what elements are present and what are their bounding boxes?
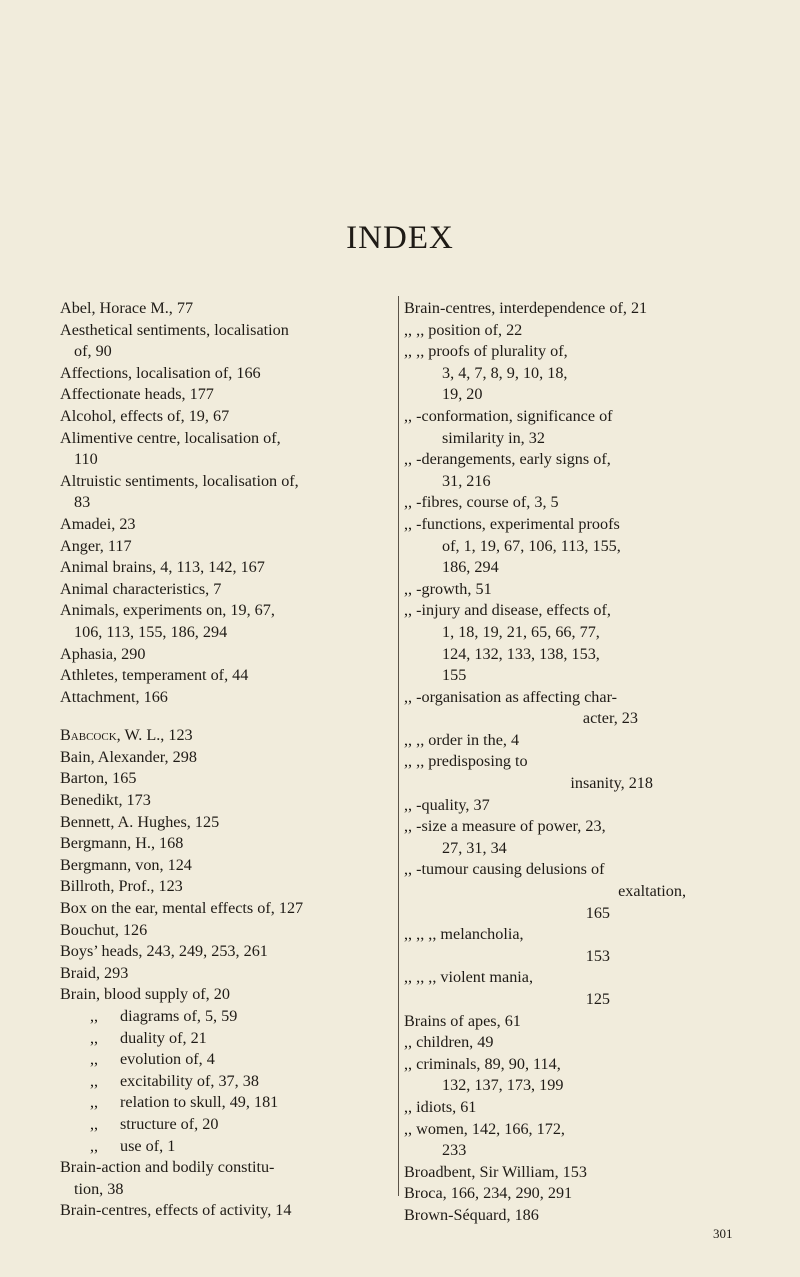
index-subentry: ,, -fibres, course of, 3, 5 xyxy=(404,493,559,512)
index-entry-continuation: 19, 20 xyxy=(442,385,483,404)
index-entry: Abel, Horace M., 77 xyxy=(60,299,194,317)
index-entry: Braid, 293 xyxy=(60,963,129,982)
index-subentry xyxy=(60,1071,394,1093)
index-subentry: ,, ,, proofs of plurality of, xyxy=(404,342,568,361)
index-entry-continuation: 106, 113, 155, 186, 294 xyxy=(74,622,228,641)
index-subentry: ,, -tumour causing delusions of xyxy=(404,860,605,879)
index-subentry: ,, ,, position of, 22 xyxy=(404,320,523,339)
index-entry: Box on the ear, mental effects of, 127 xyxy=(60,899,304,918)
ditto-mark: ,, xyxy=(90,1093,99,1112)
ditto-mark: ,, xyxy=(90,1028,99,1047)
ditto-mark: ,, xyxy=(90,1114,99,1133)
index-entry-continuation: 233 xyxy=(442,1141,467,1160)
index-subentry: ,, -functions, experimental proofs xyxy=(404,514,620,533)
index-entry: Brain-action and bodily constitu- xyxy=(60,1158,275,1177)
index-entry: Aphasia, 290 xyxy=(60,644,146,663)
index-entry: Bergmann, H., 168 xyxy=(60,834,184,853)
index-subentry: ,, idiots, 61 xyxy=(404,1097,477,1116)
index-entry: Attachment, 166 xyxy=(60,687,168,706)
index-entry-continuation: insanity, 218 xyxy=(570,774,653,793)
index-entry: Benedikt, 173 xyxy=(60,791,151,810)
ditto-mark: ,, xyxy=(90,1071,99,1090)
index-entry: Aesthetical sentiments, localisation xyxy=(60,320,289,339)
subentry-text: relation to skull, 49, 181 xyxy=(120,1093,279,1112)
subentry-text: evolution of, 4 xyxy=(120,1050,215,1069)
index-entry-continuation: 27, 31, 34 xyxy=(442,838,507,857)
index-subentry: ,, -quality, 37 xyxy=(404,795,490,814)
index-column-left xyxy=(60,298,394,1222)
index-entry: Brains of apes, 61 xyxy=(404,1011,521,1030)
index-subentry xyxy=(60,1006,394,1028)
index-entry: Brown-Séquard, 186 xyxy=(404,1205,539,1224)
index-entry-continuation: similarity in, 32 xyxy=(442,428,545,447)
index-entry: Brain, blood supply of, 20 xyxy=(60,985,230,1004)
index-subentry: ,, ,, order in the, 4 xyxy=(404,730,520,749)
index-subentry: ,, -size a measure of power, 23, xyxy=(404,817,606,836)
index-entry: Athletes, temperament of, 44 xyxy=(60,666,249,685)
index-entry-continuation: 31, 216 xyxy=(442,471,491,490)
subentry-text: use of, 1 xyxy=(120,1136,176,1155)
index-entry-continuation: 165 xyxy=(585,903,610,922)
index-subentry: ,, -derangements, early signs of, xyxy=(404,450,611,469)
index-entry-continuation: 110 xyxy=(74,450,98,469)
index-subentry: ,, children, 49 xyxy=(404,1033,494,1052)
index-entry-continuation: of, 90 xyxy=(74,342,112,361)
index-entry: Altruistic sentiments, localisation of, xyxy=(60,471,299,490)
index-entry: Alimentive centre, localisation of, xyxy=(60,428,281,447)
index-column-right xyxy=(404,298,748,1227)
index-entry: Animal characteristics, 7 xyxy=(60,579,222,598)
index-entry: Bergmann, von, 124 xyxy=(60,855,192,874)
index-entry-continuation: of, 1, 19, 67, 106, 113, 155, xyxy=(442,536,621,555)
index-entry: Brain-centres, interdependence of, 21 xyxy=(404,299,648,317)
index-entry: Affectionate heads, 177 xyxy=(60,385,214,404)
index-entry: Bouchut, 126 xyxy=(60,920,148,939)
index-subentry: ,, ,, ,, violent mania, xyxy=(404,968,534,987)
index-entry: Amadei, 23 xyxy=(60,514,136,533)
index-entry-continuation: 155 xyxy=(442,666,467,685)
index-entry-continuation: 1, 18, 19, 21, 65, 66, 77, xyxy=(442,622,600,641)
index-entry-continuation: 83 xyxy=(74,493,91,512)
index-subentry: ,, -injury and disease, effects of, xyxy=(404,601,611,620)
index-entry-continuation: 3, 4, 7, 8, 9, 10, 18, xyxy=(442,363,568,382)
index-subentry: ,, ,, ,, melancholia, xyxy=(404,925,524,944)
index-entry: Animal brains, 4, 113, 142, 167 xyxy=(60,558,265,577)
index-entry-continuation: 124, 132, 133, 138, 153, xyxy=(442,644,600,663)
subentry-text: excitability of, 37, 38 xyxy=(120,1071,259,1090)
index-entry: Animals, experiments on, 19, 67, xyxy=(60,601,275,620)
index-subentry xyxy=(60,1114,394,1136)
subentry-text: diagrams of, 5, 59 xyxy=(120,1007,238,1025)
index-subentry: ,, -growth, 51 xyxy=(404,579,492,598)
index-entry: Boys’ heads, 243, 249, 253, 261 xyxy=(60,942,268,961)
index-entry-continuation: tion, 38 xyxy=(74,1179,124,1198)
index-entry-continuation: 186, 294 xyxy=(442,558,499,577)
index-subentry xyxy=(60,1092,394,1114)
index-subentry: ,, -organisation as affecting char- xyxy=(404,687,618,706)
section-gap xyxy=(60,708,394,725)
index-entry-continuation: 132, 137, 173, 199 xyxy=(442,1076,564,1095)
index-entry-continuation: 153 xyxy=(585,946,610,965)
index-subentry: ,, -conformation, significance of xyxy=(404,406,613,425)
index-entry: Affections, localisation of, 166 xyxy=(60,363,261,382)
index-subentry: ,, women, 142, 166, 172, xyxy=(404,1119,565,1138)
subentry-text: duality of, 21 xyxy=(120,1028,207,1047)
page-title: INDEX xyxy=(346,220,454,256)
index-entry-continuation: acter, 23 xyxy=(582,709,638,728)
ditto-mark: ,, xyxy=(90,1136,99,1155)
index-entry: Billroth, Prof., 123 xyxy=(60,877,183,896)
subentry-text: structure of, 20 xyxy=(120,1114,219,1133)
ditto-mark: ,, xyxy=(90,1007,99,1025)
index-entry: Brain-centres, effects of activity, 14 xyxy=(60,1201,292,1220)
index-entry: Anger, 117 xyxy=(60,536,132,555)
column-divider xyxy=(398,296,399,1196)
index-subentry xyxy=(60,1049,394,1071)
index-entry: Barton, 165 xyxy=(60,769,137,788)
index-entry: Broca, 166, 234, 290, 291 xyxy=(404,1184,573,1203)
index-entry: Broadbent, Sir William, 153 xyxy=(404,1162,587,1181)
page-number: 301 xyxy=(713,1226,733,1241)
index-subentry xyxy=(60,1136,394,1158)
index-entry: Bennett, A. Hughes, 125 xyxy=(60,812,220,831)
index-entry: Alcohol, effects of, 19, 67 xyxy=(60,406,230,425)
index-entry-continuation: exaltation, xyxy=(618,882,686,901)
index-subentry xyxy=(60,1028,394,1050)
index-entry-continuation: 125 xyxy=(585,990,610,1008)
ditto-mark: ,, xyxy=(90,1050,99,1069)
index-entry: Bain, Alexander, 298 xyxy=(60,747,197,766)
index-subentry: ,, criminals, 89, 90, 114, xyxy=(404,1054,561,1073)
index-entry: Babcock, W. L., 123 xyxy=(60,726,193,745)
index-subentry: ,, ,, predisposing to xyxy=(404,752,528,771)
